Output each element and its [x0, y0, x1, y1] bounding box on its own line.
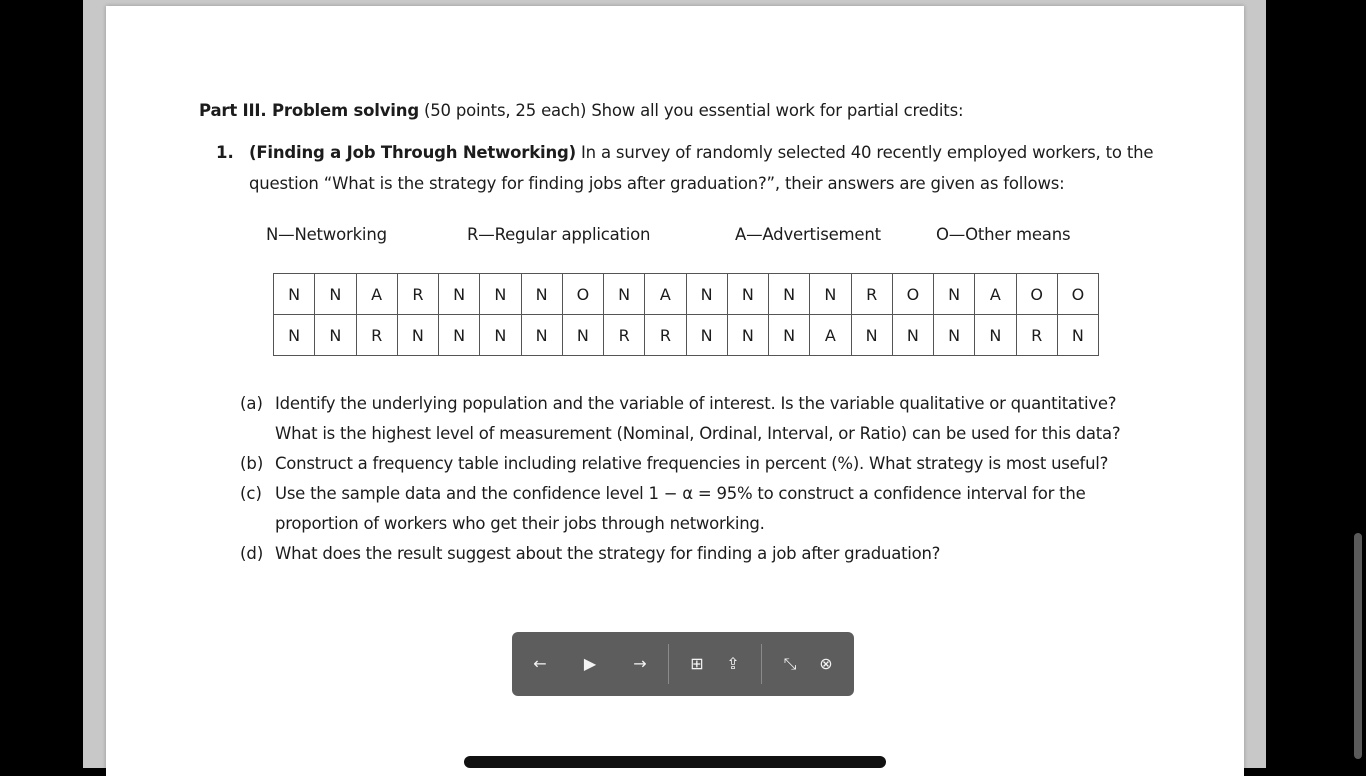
arrow-left-icon[interactable]: ← — [533, 654, 547, 673]
table-cell: N — [397, 315, 438, 356]
table-cell: N — [274, 315, 315, 356]
table-cell: O — [1057, 274, 1098, 315]
table-cell: N — [521, 274, 562, 315]
question-line-1 — [249, 143, 1153, 162]
collapse-icon[interactable]: ⤡ — [783, 654, 797, 673]
table-cell: N — [480, 274, 521, 315]
close-circle-icon[interactable]: ⊗ — [819, 654, 833, 673]
part-heading-title: Part III. Problem solving — [199, 101, 419, 120]
subquestion-a-line-2: What is the highest level of measurement (Nominal, Ordinal, Interval, or Ratio) can be used for this data? — [275, 424, 1121, 443]
subquestion-b-label: (b) — [240, 454, 264, 473]
legend-advertisement: A—Advertisement — [735, 225, 881, 244]
table-cell: A — [356, 274, 397, 315]
survey-data-table — [273, 273, 1099, 356]
table-cell: A — [645, 274, 686, 315]
subquestion-a-label: (a) — [240, 394, 263, 413]
table-cell: O — [562, 274, 603, 315]
part-heading-instructions: (50 points, 25 each) Show all you essential work for partial credits: — [418, 101, 964, 120]
table-cell: N — [315, 315, 356, 356]
play-icon[interactable]: ▶ — [583, 654, 597, 673]
table-cell: R — [356, 315, 397, 356]
table-cell: N — [934, 315, 975, 356]
subquestion-d-label: (d) — [240, 544, 264, 563]
question-intro: In a survey of randomly selected 40 recently employed workers, to the — [575, 143, 1154, 162]
table-cell: O — [1016, 274, 1057, 315]
table-cell: A — [975, 274, 1016, 315]
table-cell: N — [769, 315, 810, 356]
table-cell: N — [810, 274, 851, 315]
table-cell: R — [397, 274, 438, 315]
table-cell: N — [604, 274, 645, 315]
question-number: 1. — [216, 143, 234, 162]
grid-icon[interactable]: ⊞ — [690, 654, 704, 673]
legend-other-means: O—Other means — [936, 225, 1071, 244]
table-cell: N — [686, 274, 727, 315]
table-cell: N — [975, 315, 1016, 356]
table-cell: N — [769, 274, 810, 315]
table-cell: R — [851, 274, 892, 315]
home-indicator[interactable] — [464, 756, 886, 768]
subquestion-b-line-1: Construct a frequency table including relative frequencies in percent (%). What strategy is most useful? — [275, 454, 1109, 473]
table-cell: N — [892, 315, 933, 356]
table-cell: N — [315, 274, 356, 315]
table-cell: R — [645, 315, 686, 356]
vertical-scrollbar[interactable] — [1354, 533, 1362, 759]
table-cell: O — [892, 274, 933, 315]
table-cell: N — [439, 274, 480, 315]
subquestion-c-line-1: Use the sample data and the confidence level 1 − α = 95% to construct a confidence interval for the — [275, 484, 1086, 503]
question-line-2: question “What is the strategy for finding jobs after graduation?”, their answers are given as follows: — [249, 174, 1065, 193]
share-icon[interactable]: ⇪ — [726, 654, 740, 673]
table-cell: N — [562, 315, 603, 356]
table-cell: R — [1016, 315, 1057, 356]
arrow-right-icon[interactable]: → — [633, 654, 647, 673]
table-cell: N — [1057, 315, 1098, 356]
table-cell: N — [521, 315, 562, 356]
subquestion-d-line-1: What does the result suggest about the strategy for finding a job after graduation? — [275, 544, 941, 563]
table-cell: N — [727, 315, 768, 356]
legend-regular-application: R—Regular application — [467, 225, 651, 244]
table-cell: N — [851, 315, 892, 356]
legend-networking: N—Networking — [266, 225, 387, 244]
table-cell: N — [274, 274, 315, 315]
subquestion-c-label: (c) — [240, 484, 262, 503]
question-title: (Finding a Job Through Networking) — [249, 143, 576, 162]
table-row — [274, 274, 1099, 315]
table-cell: N — [480, 315, 521, 356]
table-cell: N — [934, 274, 975, 315]
table-cell: R — [604, 315, 645, 356]
table-cell: N — [439, 315, 480, 356]
table-row — [274, 315, 1099, 356]
table-cell: N — [686, 315, 727, 356]
table-cell: N — [727, 274, 768, 315]
part-heading — [199, 101, 963, 120]
subquestion-a-line-1: Identify the underlying population and the variable of interest. Is the variable qualitative or quantitative? — [275, 394, 1117, 413]
presentation-toolbar — [512, 632, 854, 696]
table-cell: A — [810, 315, 851, 356]
toolbar-divider — [761, 644, 762, 684]
toolbar-divider — [668, 644, 669, 684]
subquestion-c-line-2: proportion of workers who get their jobs through networking. — [275, 514, 765, 533]
